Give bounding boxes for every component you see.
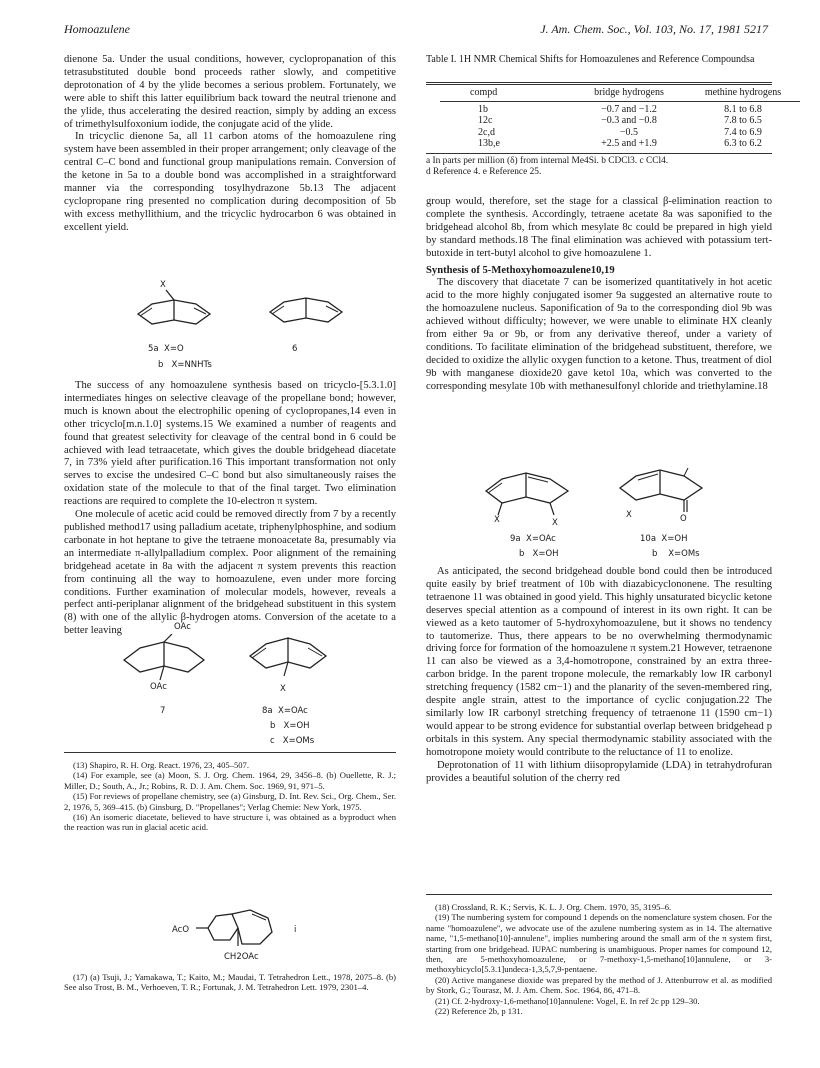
footnote: (14) For example, see (a) Moon, S. J. Org. Chem. 1964, 29, 3456–8. (b) Ouellette, R. J.; Miller, D.; South, A., Jr.; Robins, R. D. J. Am. Chem. Soc. 1969, 91, 971–5. [64,770,396,791]
structure-label: AcO [172,925,190,935]
footnote: (20) Active manganese dioxide was prepared by the method of J. Attenburrow et al. as modified by Stork, G.; Tourasz, M. J. Am. Chem. Soc. 1964, 86, 471–8. [426,974,772,996]
structure-label: 5a X=O [148,344,184,354]
table-cell: 2c,d [478,126,495,138]
structure-label: 9a X=OAc [510,534,556,544]
structure-label: O [680,514,687,524]
structure-label: X [552,518,558,528]
structure-9 [480,465,576,519]
table-cell: 1b [478,103,488,115]
table-footnote: d Reference 4. e Reference 25. [426,167,542,177]
footnote: (17) (a) Tsuji, J.; Yamakawa, T.; Kaito, M.; Maudai, T. Tetrahedron Lett., 1978, 2075–8. (b) See also Trost, B. M., Verhoeven, T. R.; Fortunak, J. M. Tetrahedron Lett. 1979, 2301–4. [64,972,396,993]
table-header-row [440,87,800,99]
structure-label: b X=NNHTs [158,360,212,370]
table-row [440,138,800,150]
footnote: (19) The numbering system for compound 1 depends on the nomenclature system chosen. For the name "homoazulene", we advocate use of the azulene numbering system as in 14. The alternative name, "1,5-methano[10]-annulene", implies numbering around the small arm of the π system first, starting from one bridgehead. IUPAC numbering is unambiguous. Proper names for compound 12, then, are 5-methoxyhomoazulene, or 7-methoxy-1,5-methano[10]annulene, or 3-methoxybicyclo[5.3.1]undeca-1,3,5,7,9-pentaene. [426,912,772,975]
structure-5 [132,286,216,336]
table-footnotes [426,156,772,178]
footnote: (22) Reference 2b, p 131. [435,1006,523,1017]
nmr-table [440,87,800,150]
structure-label: 6 [292,344,298,354]
structure-label: X [494,515,500,525]
right-column-bottom [426,566,772,785]
table-title: Table I. 1H NMR Chemical Shifts for Homoazulenes and Reference Compoundsa [426,54,755,65]
table-rule-bottom [426,153,772,154]
table-cell: 13b,e [478,138,500,149]
section-heading: Synthesis of 5-Methoxyhomoazulene10,19 [426,264,615,276]
paragraph: group would, therefore, set the stage for a classical β-elimination reaction to complete the synthesis. Accordingly, tetraene acetate 8a was saponified to the bridgehead alcohol 8b, from which mesylate 8c could be prepared in high yield by standard methods.18 The final elimination was achieved with potassium tert-butoxide in tert-butyl alcohol to give homoazulene 1. [426,196,772,259]
structure-label: OAc [150,682,167,692]
footnote: (16) An isomeric diacetate, believed to have structure i, was obtained as a byproduct when the reaction was run in glacial acetic acid. [64,812,396,833]
structure-7 [118,634,210,688]
table-cell: −0.3 and −0.8 [601,115,657,126]
left-footnotes [64,760,396,833]
journal-citation-header: J. Am. Chem. Soc., Vol. 103, No. 17, 1981 5217 [540,22,768,36]
paragraph: In tricyclic dienone 5a, all 11 carbon atoms of the homoazulene ring system have been assembled in their proper arrangement; only cleavage of the central C–C bond and functional group manipulations remain. Conversion of the ketone in 5a to a double bond was accomplished in a straightforward manner via the corresponding tosylhydrazone 5b.13 The adjacent cyclopropane ring presented no complication during decomposition of 5b with excess methyllithium, and the tricyclic hydrocarbon 6 was obtained in excellent yield. [64,131,396,233]
column-header: compd [470,87,498,98]
right-column-top [426,196,772,394]
table-rule-top [426,82,772,83]
footnote-rule [64,752,396,753]
table-footnote: a In parts per million (δ) from internal Me4Si. b CDCl3. c CCl4. [426,156,669,166]
structure-label: X [626,510,632,520]
footnote: (15) For reviews of propellane chemistry, see (a) Ginsburg, D. Int. Rev. Sci., Org. Chem., Ser. 2, 1976, 5, 369–415. (b) Ginsburg, D. "Propellanes"; Verlag Chemie: New York, 1975. [64,791,396,812]
structure-label: X [280,684,286,694]
footnote: (18) Crossland, R. K.; Servis, K. L. J. Org. Chem. 1970, 35, 3195–6. [435,902,672,912]
paragraph: As anticipated, the second bridgehead double bond could then be introduced quite easily by brief treatment of 10b with diazabicyclononene. The resulting tetraenone 11 was obtained in good yield. This highly unsaturated bicyclic ketone deserves special attention as a compound of interest in its own right. It can be viewed as a keto tautomer of 5-hydroxyhomoazulene, but it shows no tendency to tautomerize. Thus, there appears to be no overwhelming thermodynamic driving force for formation of the homoazulene π system.21 However, tetraenone 11 can also be viewed as a 3,4-homotropone, constrained by an extra three-carbon bridge. In the parent tropone molecule, the remarkably low IR carbonyl stretching frequency (1582 cm−1) and the planarity of the seven-membered ring, despite angle strain, attest to the importance of cyclic conjugation.22 The similarly low IR carbonyl stretching frequency of tetraenone 11 (1590 cm−1) would appear to be strong evidence for substantial overlap between bridgehead p orbitals in this system. Any special thermodynamic stability associated with the homotropone moiety would contribute to the reluctance of 11 to enolize. [426,566,772,758]
footnote-rule [426,894,772,895]
running-title: Homoazulene [64,22,130,36]
structure-label: i [294,925,297,935]
structure-label: 10a X=OH [640,534,688,544]
table-cell: 7.8 to 6.5 [724,115,762,126]
structure-label: CH2OAc [224,952,259,962]
table-row [440,127,800,139]
structure-label: OAc [174,622,191,632]
column-header: methine hydrogens [704,87,782,98]
table-cell: −0.5 [619,126,639,138]
table-cell: −0.7 and −1.2 [601,103,657,115]
structure-label: b X=OH [519,549,559,559]
table-rule-top-double [426,84,772,85]
structure-label: X [160,280,166,290]
column-header: bridge hydrogens [594,87,664,98]
table-row [440,104,800,116]
table-row [440,115,800,127]
paragraph: Deprotonation of 11 with lithium diisopropylamide (LDA) in tetrahydrofuran provides a beautiful solution of the cherry red [426,759,772,784]
structure-label: c X=OMs [270,736,315,746]
table-cell: 12c [478,115,493,126]
table-cell: +2.5 and +1.9 [601,138,657,149]
structure-label: 7 [160,706,166,716]
left-footnotes-continued [64,972,396,993]
structure-label: 8a X=OAc [262,706,308,716]
table-cell: 8.1 to 6.8 [724,103,762,115]
structure-i [194,906,284,952]
structure-6 [264,288,348,334]
paragraph: One molecule of acetic acid could be removed directly from 7 by a recently published method17 using palladium acetate, triphenylphosphine, and sodium carbonate in hot heptane to give the tetraene monoacetate 8a, presumably via an intermediate π-allylpalladium complex. Poor alignment of the remaining bridgehead acetate in 8a with the adjacent π system prevents this reaction from continuing all the way to homoazulene, even under more forcing conditions. Further examination of molecular models, however, reveals a perfect anti-periplanar alignment of the bridgehead substituent in this system (8) with one of the allylic β-hydrogen atoms. Conversion of the acetate to a better leaving [64,509,396,637]
table-cell: 7.4 to 6.9 [724,126,762,138]
footnote: (21) Cf. 2-hydroxy-1,6-methano[10]annulene: Vogel, E. In ref 2c pp 129–30. [435,995,700,1006]
left-column-middle [64,380,396,638]
right-footnotes [426,902,772,1016]
structure-8 [244,632,332,682]
paragraph: dienone 5a. Under the usual conditions, however, cyclopropanation of this tetrasubstituted double bond proceeds rather slowly, and competitive deprotonation of 4 by the ylide becomes a serious problem. Fortunately, we were able to shift this latter equilibrium back toward the neutral trienone and the ylide, thus accelerating the desired reaction, simply by adding an excess of trimethylsulfoxonium iodide, the conjugate acid of the ylide. [64,54,396,130]
structure-label: b X=OMs [652,549,700,559]
paragraph: The success of any homoazulene synthesis based on tricyclo-[5.3.1.0] intermediates hinges on selective cleavage of the propellane bond; however, much is known about the electrophilic opening of cyclopropanes,14 even in other tricyclo[m.n.1.0] systems.15 We examined a number of reagents and found that greatest selectivity for cleavage of the central bond in 6 could be achieved with lead tetraacetate, which gives the double bridgehead diacetate 7, in 73% yield after purification.16 This important transformation not only serves to excise the undesired C–C bond but also simultaneously raises the oxidation state of the molecule to that of the final target. Two elimination reactions are required to complete the 10-electron π system. [64,380,396,508]
table-cell: 6.3 to 6.2 [724,138,762,149]
footnote: (13) Shapiro, R. H. Org. React. 1976, 23, 405–507. [73,760,249,770]
structure-label: b X=OH [270,721,310,731]
paragraph: The discovery that diacetate 7 can be isomerized quantitatively in hot acetic acid to the more highly conjugated isomer 9a suggested an alternative route to the homoazulene nucleus. Saponification of 9a to the corresponding diol 9b was achieved without difficulty; however, we were unable to eliminate HX cleanly from either 9a or 9b, or from any derivative thereof, under a variety of conditions. To facilitate elimination of the bridgehead substituent, therefore, we decided to oxidize the allylic oxygen function to a ketone. Thus, treatment of diol 9b with manganese dioxide20 gave ketol 10a, which was converted to the corresponding mesylate 10b with methanesulfonyl chloride and triethylamine.18 [426,277,772,392]
left-column-top [64,54,396,235]
